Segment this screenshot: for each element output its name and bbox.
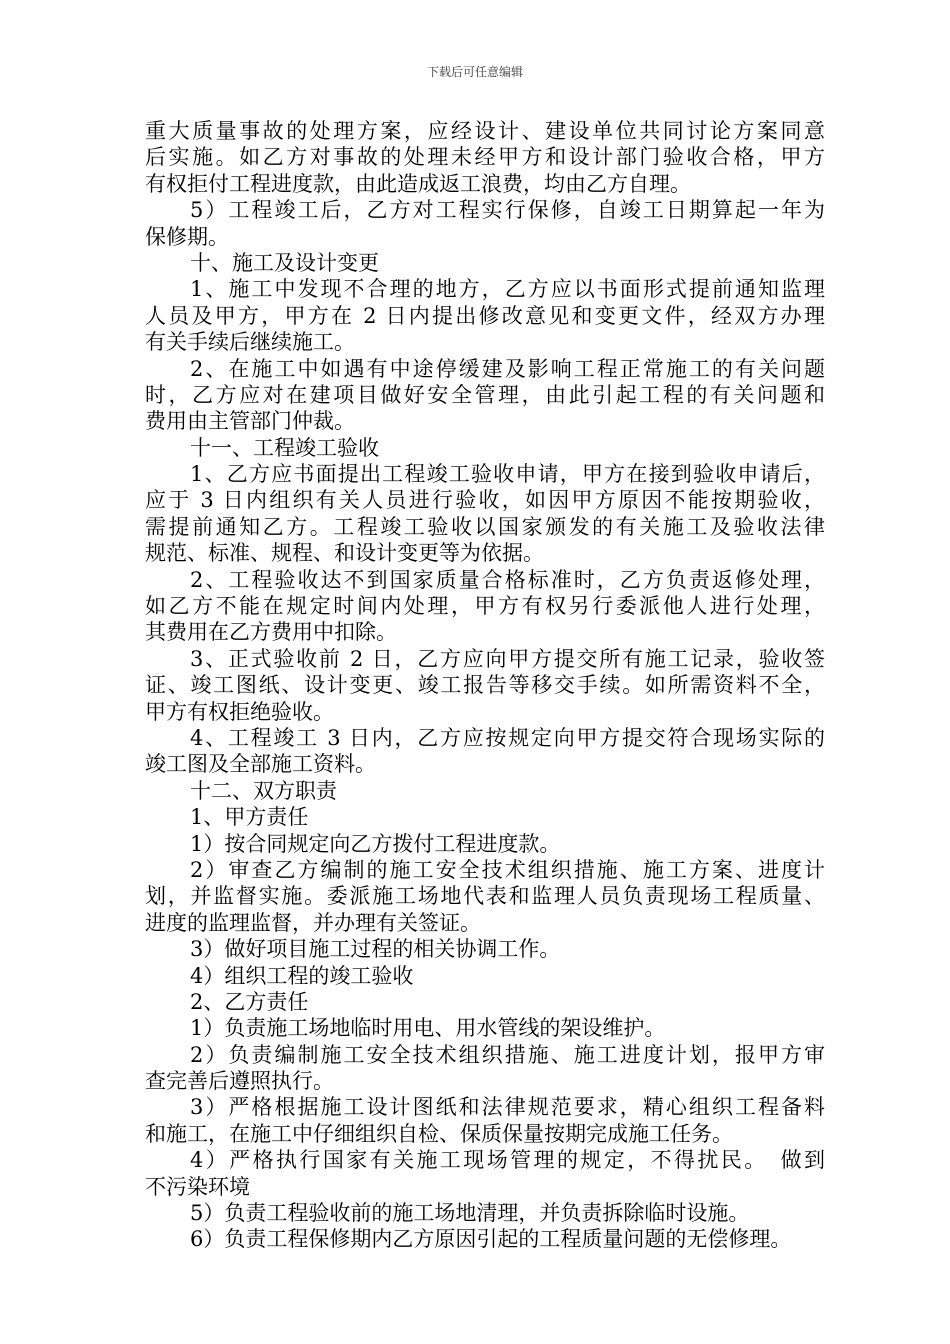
text-line: 2、工程验收达不到国家质量合格标准时，乙方负责返修处理， (190, 567, 825, 592)
text-line: 十二、双方职责 (190, 778, 337, 803)
text-line: 划，并监督实施。委派施工场地代表和监理人员负责现场工程质量、 (145, 884, 825, 909)
text-line: 不污染环境 (145, 1174, 250, 1199)
text-line: 规范、标准、规程、和设计变更等为依据。 (145, 541, 544, 566)
text-line: 2）审查乙方编制的施工安全技术组织措施、施工方案、进度计 (190, 857, 825, 882)
text-line: 4）严格执行国家有关施工现场管理的规定，不得扰民。 做到 (190, 1148, 825, 1173)
text-line: 十、施工及设计变更 (190, 250, 379, 275)
page-header: 下载后可任意编辑 (426, 65, 523, 79)
text-line: 十一、工程竣工验收 (190, 435, 379, 460)
text-line: 1、施工中发现不合理的地方，乙方应以书面形式提前通知监理 (190, 277, 825, 302)
text-line: 1、甲方责任 (190, 805, 309, 830)
text-line: 3）做好项目施工过程的相关协调工作。 (190, 937, 561, 962)
text-line: 6）负责工程保修期内乙方原因引起的工程质量问题的无偿修理。 (190, 1227, 792, 1252)
text-line: 证、竣工图纸、设计变更、竣工报告等移交手续。如所需资料不全， (145, 673, 825, 698)
text-line: 有权拒付工程进度款，由此造成返工浪费，均由乙方自理。 (145, 171, 691, 196)
text-line: 甲方有权拒绝验收。 (145, 699, 334, 724)
text-line: 和施工，在施工中仔细组织自检、保质保量按期完成施工任务。 (145, 1121, 733, 1146)
text-line: 4）组织工程的竣工验收 (190, 963, 414, 988)
text-line: 后实施。如乙方对事故的处理未经甲方和设计部门验收合格，甲方 (145, 145, 825, 170)
text-line: 时，乙方应对在建项目做好安全管理，由此引起工程的有关问题和 (145, 382, 825, 407)
text-line: 4、工程竣工 3 日内，乙方应按规定向甲方提交符合现场实际的 (190, 725, 825, 750)
text-line: 重大质量事故的处理方案，应经设计、建设单位共同讨论方案同意 (145, 119, 825, 143)
text-line: 2、在施工中如遇有中途停缓建及影响工程正常施工的有关问题 (190, 356, 825, 381)
text-line: 查完善后遵照执行。 (145, 1069, 334, 1094)
text-line: 2）负责编制施工安全技术组织措施、施工进度计划，报甲方审 (190, 1042, 825, 1067)
document-body (145, 118, 825, 1253)
text-line: 费用由主管部门仲裁。 (145, 409, 355, 434)
text-line: 1）按合同规定向乙方拨付工程进度款。 (190, 831, 561, 856)
text-line: 1、乙方应书面提出工程竣工验收申请，甲方在接到验收申请后， (190, 462, 825, 487)
text-line: 人员及甲方，甲方在 2 日内提出修改意见和变更文件，经双方办理 (145, 303, 825, 328)
text-line: 应于 3 日内组织有关人员进行验收，如因甲方原因不能按期验收， (145, 488, 825, 513)
text-line: 竣工图及全部施工资料。 (145, 752, 376, 777)
text-line: 有关手续后继续施工。 (145, 330, 355, 355)
text-line: 保修期。 (145, 224, 229, 249)
text-line: 1）负责施工场地临时用电、用水管线的架设维护。 (190, 1016, 666, 1041)
text-line: 3）严格根据施工设计图纸和法律规范要求，精心组织工程备料 (190, 1095, 825, 1120)
text-line: 其费用在乙方费用中扣除。 (145, 620, 397, 645)
text-line: 5）工程竣工后，乙方对工程实行保修，自竣工日期算起一年为 (190, 198, 825, 223)
text-line: 2、乙方责任 (190, 989, 309, 1014)
text-line: 如乙方不能在规定时间内处理，甲方有权另行委派他人进行处理， (145, 594, 825, 619)
text-line: 进度的监理监督，并办理有关签证。 (145, 910, 481, 935)
text-line: 5）负责工程验收前的施工场地清理，并负责拆除临时设施。 (190, 1201, 750, 1226)
text-line: 需提前通知乙方。工程竣工验收以国家颁发的有关施工及验收法律 (145, 514, 825, 539)
text-line: 3、正式验收前 2 日，乙方应向甲方提交所有施工记录，验收签 (190, 646, 825, 671)
